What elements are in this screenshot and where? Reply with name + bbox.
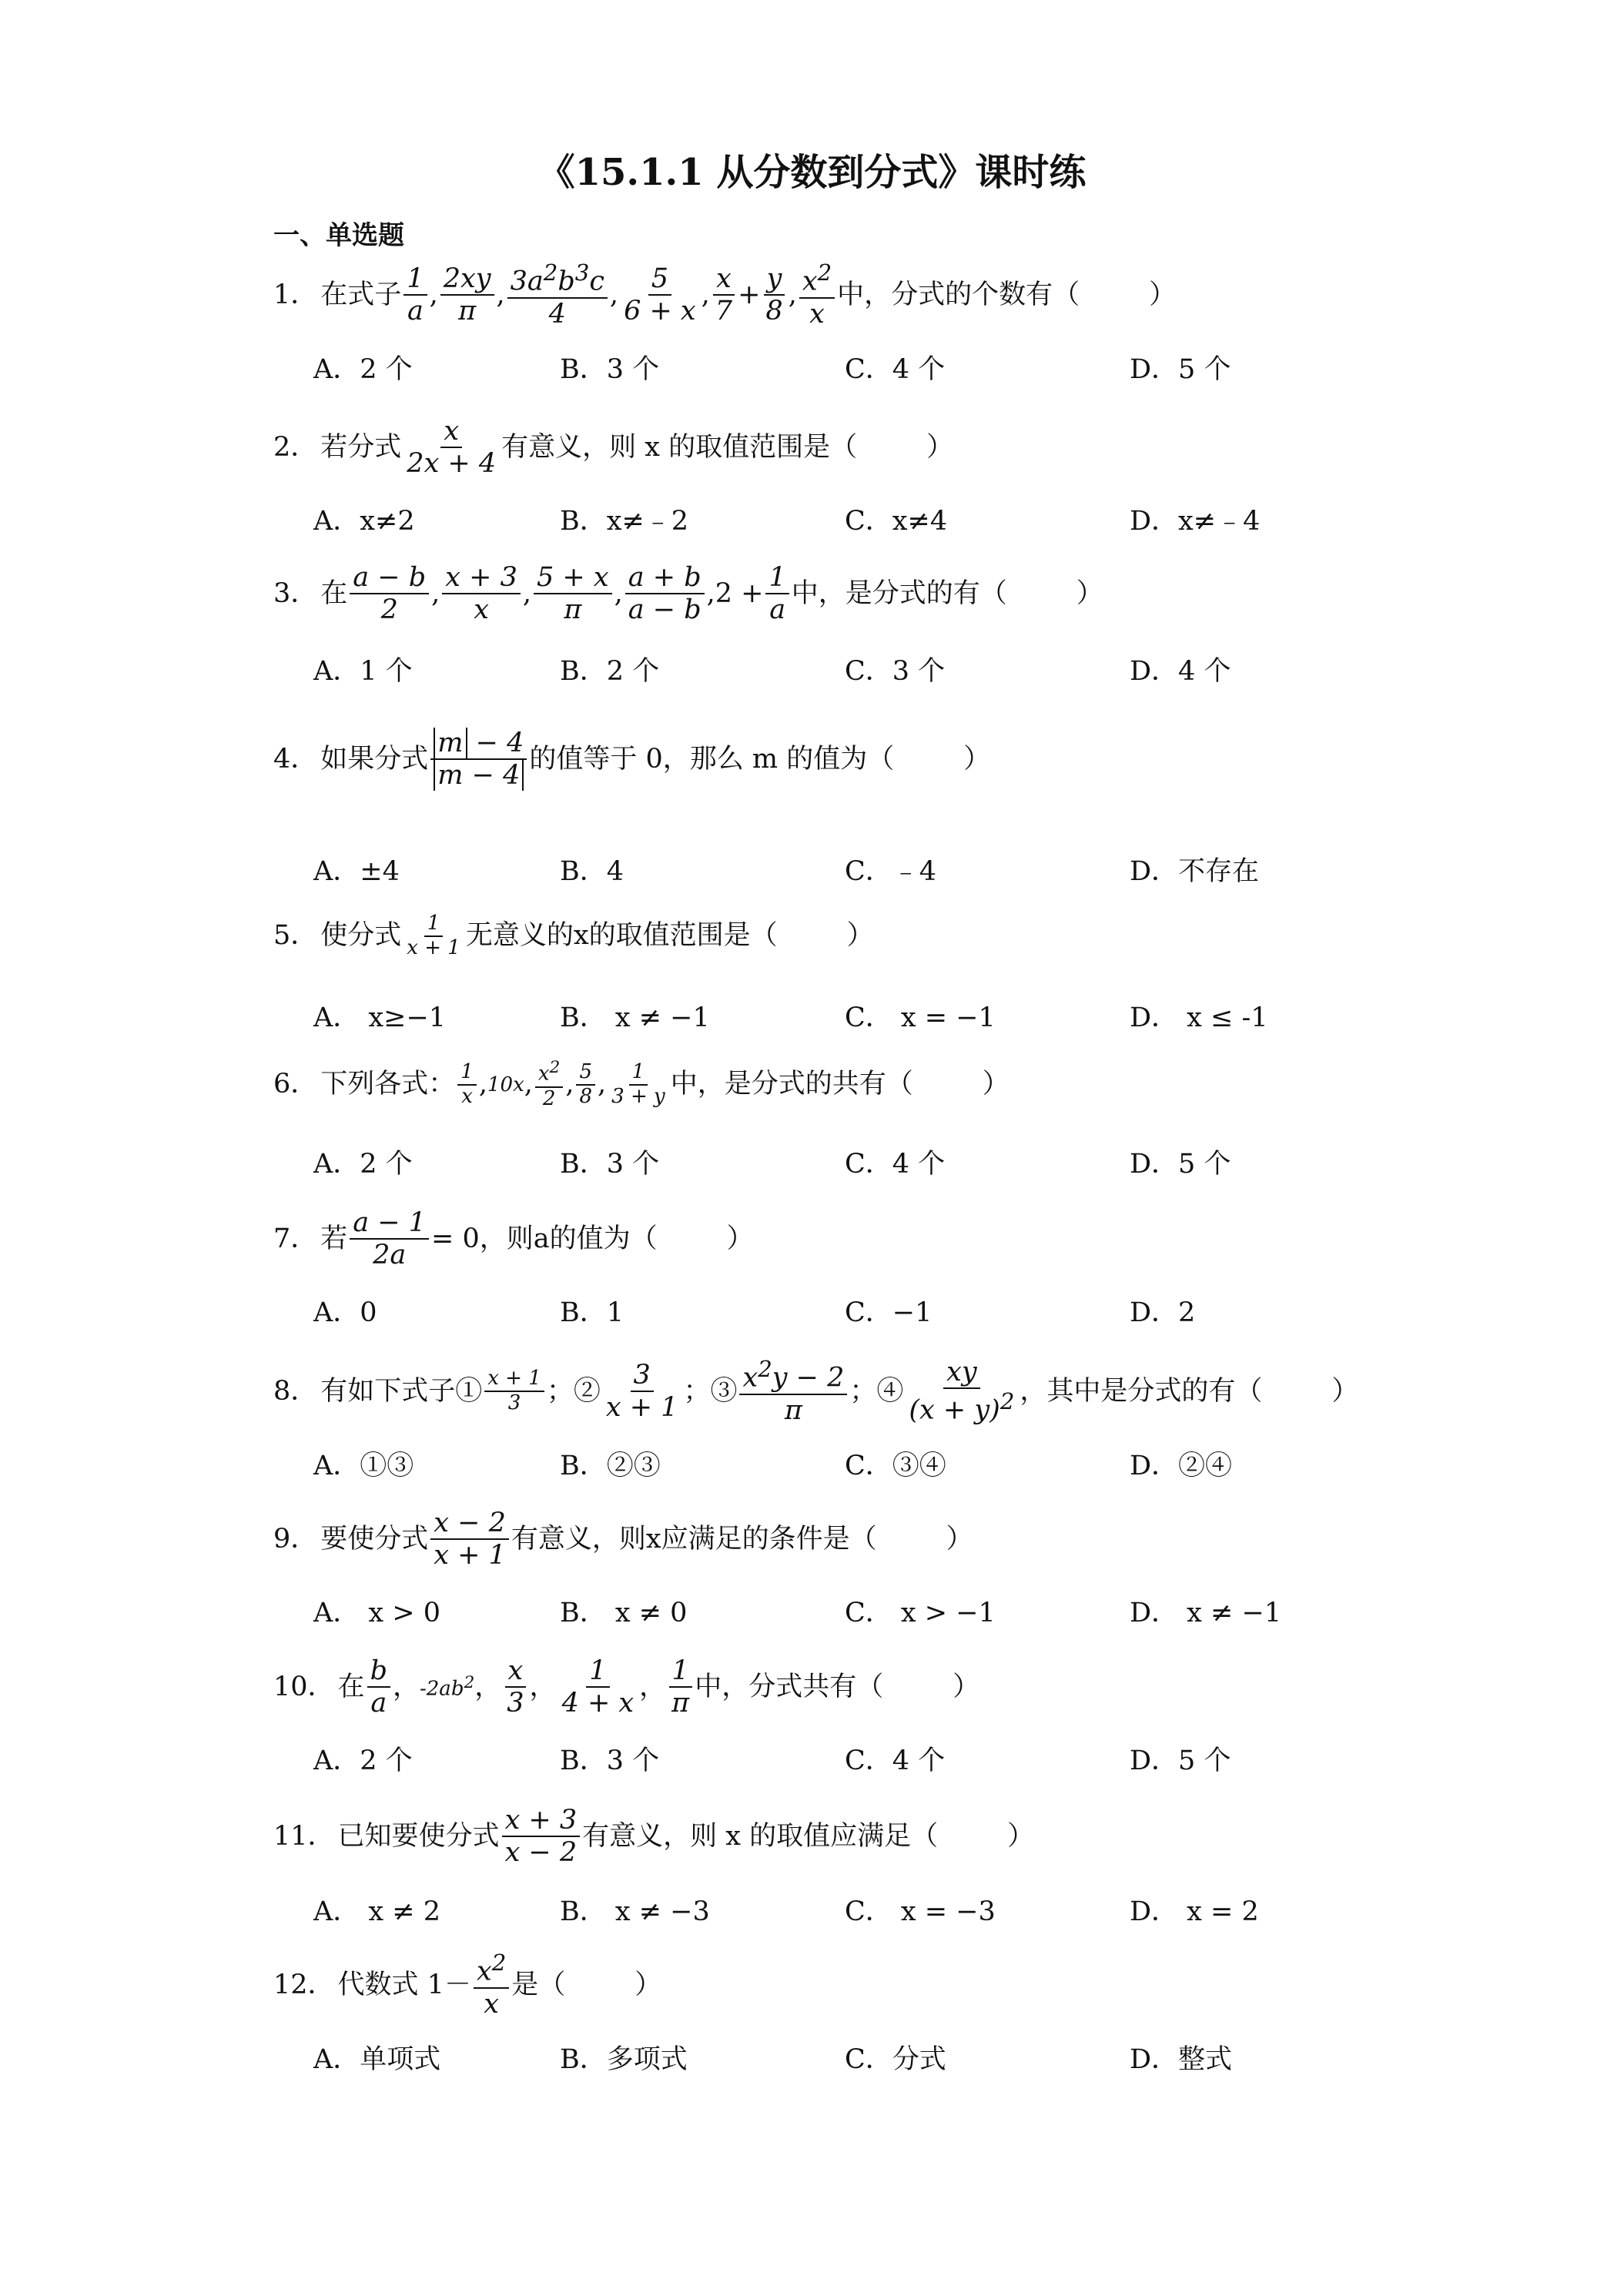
math-fraction: $\frac{x^2y - 2}{\pi}$ [739,1357,847,1426]
option-a[interactable]: A． x > 0 [313,1598,440,1628]
option-b[interactable]: B．3 个 [560,1745,660,1776]
question-stem: 5． 使分式 $\frac{1}{x + 1}$ 无意义的x的取值范围是（ ） [273,912,874,959]
math-fraction: $\frac{x - 2}{x + 1}$ [430,1508,509,1571]
option-c[interactable]: C．−1 [845,1297,933,1328]
question-stem: 12． 代数式 1－ $\frac{x^2}{x}$ 是（ ） [273,1950,662,2020]
option-b[interactable]: B．1 [560,1297,624,1328]
math-fraction: $\frac{1}{\pi}$ [668,1655,692,1719]
option-d[interactable]: D．5 个 [1130,1149,1231,1180]
option-a[interactable]: A． x≥−1 [313,1002,447,1033]
option-d[interactable]: D．整式 [1130,2044,1233,2075]
question-stem: 6． 下列各式： $\frac{1}{x}$ , 10x , $\frac{x^2}{2}$ , $\frac{5}{8}$ , $\frac{1}{3 + y}$ 中，是分式的共有（ ） [273,1058,1010,1110]
question-9 [273,1508,1485,1628]
math-fraction: $\frac{a - b}{2}$ [350,562,429,626]
question-7 [273,1207,1485,1328]
math-fraction: $\frac{2xy}{\pi}$ [440,263,494,327]
math-fraction: $\frac{x + 1}{3}$ [484,1367,544,1415]
math-fraction: $\frac{xy}{(x + y)^2}$ [909,1357,1015,1426]
question-10 [273,1655,1485,1776]
math-fraction: $\frac{x^2}{2}$ [535,1059,563,1110]
question-1 [273,259,1485,385]
option-c[interactable]: C． x > −1 [845,1598,996,1628]
option-d[interactable]: D．5 个 [1130,354,1231,385]
option-a[interactable]: A．①③ [313,1451,414,1481]
math-fraction: $\frac{1}{4 + x}$ [561,1655,635,1719]
math-fraction: $\frac{x}{3}$ [504,1655,527,1719]
option-b[interactable]: B．2 个 [560,656,660,687]
math-fraction: $\frac{x + 3}{x - 2}$ [502,1805,581,1869]
option-a[interactable]: A．单项式 [313,2044,441,2075]
math-fraction: $\frac{5}{8}$ [576,1061,595,1109]
option-c[interactable]: C．﹣4 [845,856,937,887]
math-fraction: $\frac{5 + x}{\pi}$ [534,562,612,626]
option-b[interactable]: B． x ≠ 0 [560,1598,688,1628]
option-b[interactable]: B．4 [560,856,624,887]
question-2 [273,416,1485,537]
question-8 [273,1356,1485,1481]
option-d[interactable]: D．4 个 [1130,656,1231,687]
question-6 [273,1058,1485,1180]
option-d[interactable]: D．2 [1130,1297,1196,1328]
math-fraction: $\frac{1}{a}$ [403,263,427,327]
option-a[interactable]: A．0 [313,1297,377,1328]
option-c[interactable]: C．③④ [845,1451,946,1481]
question-stem: 1． 在式子 $\frac{1}{a}$ , $\frac{2xy}{\pi}$ , $\frac{3a^2b^3c}{4}$ , $\frac{5}{6 + x}$ , $\frac{x}{7}$ + $\frac{y}{8}$ , $\frac{x^2}{x}$ 中，分式的个数有（ ） [273,259,1177,330]
question-stem: 3． 在 $\frac{a - b}{2}$ , $\frac{x + 3}{x}$ , $\frac{5 + x}{\pi}$ , $\frac{a + b}{a - b}$ ,2 + $\frac{1}{a}$ 中，是分式的有（ ） [273,562,1103,626]
math-fraction: $\frac{m - 4}{m - 4}$ [430,728,527,792]
math-fraction: $\frac{a + b}{a - b}$ [625,562,705,626]
option-a[interactable]: A．2 个 [313,1745,413,1776]
page-title: 《15.1.1 从分数到分式》课时练 [537,151,1087,194]
option-d[interactable]: D． x = 2 [1130,1896,1259,1927]
question-stem: 7． 若 $\frac{a - 1}{2a}$ = 0 ，则a的值为（ ） [273,1207,754,1271]
section-title: 一、单选题 [273,220,404,251]
option-a[interactable]: A．±4 [313,856,400,887]
math-fraction: $\frac{x^2}{x}$ [799,260,835,330]
math-fraction: $\frac{x}{2x + 4}$ [407,416,497,480]
option-c[interactable]: C．3 个 [845,656,946,687]
option-d[interactable]: D． x ≤ -1 [1130,1002,1268,1033]
math-fraction: $\frac{1}{a}$ [765,562,789,626]
option-c[interactable]: C．4 个 [845,1745,946,1776]
math-fraction: $\frac{1}{x + 1}$ [407,912,460,959]
option-d[interactable]: D．x≠﹣4 [1130,506,1261,537]
option-c[interactable]: C．x≠4 [845,506,948,537]
math-fraction: $\frac{3}{x + 1}$ [605,1359,678,1424]
question-stem: 10． 在 $\frac{b}{a}$ ， $-2ab^2$ ， $\frac{x}{3}$ ， $\frac{1}{4 + x}$ ， $\frac{1}{\pi}$ 中，分式共有（ ） [273,1655,980,1719]
math-fraction: $\frac{y}{8}$ [762,263,785,327]
option-b[interactable]: B．3 个 [560,1149,660,1180]
math-fraction: $\frac{b}{a}$ [367,1655,390,1719]
math-fraction: $\frac{1}{x}$ [457,1061,477,1109]
option-c[interactable]: C． x = −3 [845,1896,996,1927]
option-a[interactable]: A．2 个 [313,1149,413,1180]
question-stem: 8． 有如下式子① $\frac{x + 1}{3}$ ；② $\frac{3}{x + 1}$ ；③ $\frac{x^2y - 2}{\pi}$ ；④ $\frac{xy}{(x + y)^2}$ ，其中是分式的有（ ） [273,1356,1359,1426]
option-a[interactable]: A．x≠2 [313,506,415,537]
question-11 [273,1805,1485,1927]
math-fraction: $\frac{3a^2b^3c}{4}$ [507,260,608,330]
question-5 [273,912,1485,1033]
math-fraction: $\frac{x}{7}$ [712,263,735,327]
option-c[interactable]: C．分式 [845,2044,946,2075]
question-4 [273,728,1485,887]
math-fraction: $\frac{5}{6 + x}$ [624,263,696,327]
option-d[interactable]: D． x ≠ −1 [1130,1598,1282,1628]
question-stem: 11． 已知要使分式 $\frac{x + 3}{x - 2}$ 有意义，则 x 的取值应满足（ ） [273,1805,1035,1869]
option-d[interactable]: D．5 个 [1130,1745,1231,1776]
question-3 [273,562,1485,687]
option-d[interactable]: D．不存在 [1130,856,1260,887]
math-fraction: $\frac{a - 1}{2a}$ [350,1207,429,1271]
option-b[interactable]: B．②③ [560,1451,661,1481]
option-b[interactable]: B．多项式 [560,2044,688,2075]
option-b[interactable]: B． x ≠ −3 [560,1896,710,1927]
option-a[interactable]: A．2 个 [313,354,413,385]
question-stem: 2． 若分式 $\frac{x}{2x + 4}$ 有意义，则 x 的取值范围是（ ） [273,416,954,480]
option-a[interactable]: A． x ≠ 2 [313,1896,440,1927]
option-d[interactable]: D．②④ [1130,1451,1233,1481]
question-stem: 9． 要使分式 $\frac{x - 2}{x + 1}$ 有意义，则x应满足的条件是（ ） [273,1508,973,1571]
option-c[interactable]: C．4 个 [845,1149,946,1180]
math-fraction: $\frac{x^2}{x}$ [474,1950,509,2020]
question-12 [273,1950,1485,2075]
option-b[interactable]: B． x ≠ −1 [560,1002,710,1033]
question-stem: 4． 如果分式 $\frac{m - 4}{m - 4}$ 的值等于 0，那么 m 的值为（ ） [273,728,991,792]
math-fraction: $\frac{1}{3 + y}$ [611,1059,665,1108]
option-c[interactable]: C． x = −1 [845,1002,996,1033]
option-b[interactable]: B．3 个 [560,354,660,385]
option-b[interactable]: B．x≠﹣2 [560,506,689,537]
option-a[interactable]: A．1 个 [313,656,413,687]
option-c[interactable]: C．4 个 [845,354,946,385]
math-fraction: $\frac{x + 3}{x}$ [442,562,521,626]
